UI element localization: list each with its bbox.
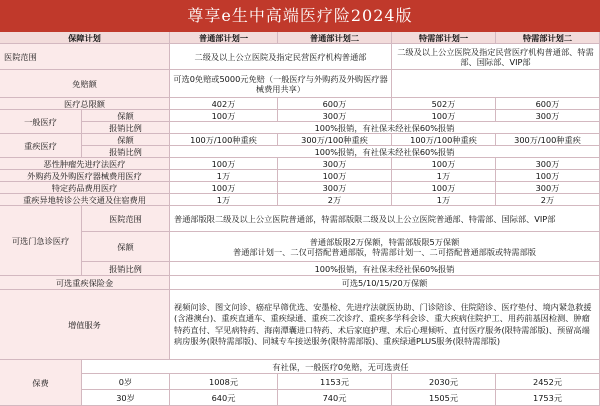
header-plan-4: 特需部计划二 bbox=[496, 32, 600, 44]
critical-amount-label: 保额 bbox=[82, 134, 170, 146]
general-med-label: 一般医疗 bbox=[0, 110, 82, 134]
transport-1: 1万 bbox=[170, 194, 278, 206]
deductible-blank bbox=[392, 70, 600, 98]
premium-note: 有社保，一般医疗0免赔，无可选责任 bbox=[82, 360, 600, 374]
header-label: 保障计划 bbox=[0, 32, 170, 44]
deductible-label: 免赔额 bbox=[0, 70, 170, 98]
tumor-3: 100万 bbox=[392, 158, 496, 170]
general-med-amount-label: 保额 bbox=[82, 110, 170, 122]
drugs-4: 100万 bbox=[496, 170, 600, 182]
premium-30-4: 1753元 bbox=[496, 390, 600, 406]
drugs-label: 外购药及外购医疗器械费用医疗 bbox=[0, 170, 170, 182]
services-label: 增值服务 bbox=[0, 290, 170, 360]
premium-0-2: 1153元 bbox=[278, 374, 392, 390]
total-label: 医疗总限额 bbox=[0, 98, 170, 110]
tumor-1: 100万 bbox=[170, 158, 278, 170]
header-plan-1: 普通部计划一 bbox=[170, 32, 278, 44]
premium-30-1: 640元 bbox=[170, 390, 278, 406]
special-drugs-3: 100万 bbox=[392, 182, 496, 194]
general-med-1: 100万 bbox=[170, 110, 278, 122]
outpatient-scope-label: 医院范围 bbox=[82, 206, 170, 232]
tumor-label: 恶性肿瘤先进疗法医疗 bbox=[0, 158, 170, 170]
transport-4: 2万 bbox=[496, 194, 600, 206]
total-3: 502万 bbox=[392, 98, 496, 110]
page-title: 尊享e生中高端医疗险2024版 bbox=[0, 0, 600, 32]
special-drugs-label: 特定药品费用医疗 bbox=[0, 182, 170, 194]
services-value: 视频问诊、图文问诊、癌症早筛优选、安墨检、先进疗法就医协助、门诊陪诊、住院陪诊、医疗垫付、境内紧急救援(含港澳台)、重疾直通车、重疾绿通、重疾二次诊疗、重疾多学科会诊、重大疾病住院护工、用药前基因检测、肿瘤特药直付、罕见病特药、海南潭囊进口特药、术后家庭护理、术后心理倾听、直付医疗服务(限特需部版)、预留高端病房服务(限特需部版)、同城专车接送服务(限特需部版)、重疾绿通PLUS服务(限特需部版) bbox=[170, 290, 600, 360]
special-drugs-1: 100万 bbox=[170, 182, 278, 194]
premium-30-3: 1505元 bbox=[392, 390, 496, 406]
premium-30-2: 740元 bbox=[278, 390, 392, 406]
critical-2: 300万/100种重疾 bbox=[278, 134, 392, 146]
general-med-3: 100万 bbox=[392, 110, 496, 122]
general-med-ratio: 100%报销，有社保未经社保60%报销 bbox=[170, 122, 600, 134]
optional-critical-label: 可选重疾保险金 bbox=[0, 276, 170, 290]
outpatient-amount-line-2: 普通部计划一、二仅可搭配普通部版，特需部计划一、二可搭配普通部版或特需部版 bbox=[233, 246, 536, 257]
total-1: 402万 bbox=[170, 98, 278, 110]
scope-label: 医院范围 bbox=[0, 44, 170, 70]
outpatient-label: 可选门急诊医疗 bbox=[0, 206, 82, 276]
special-drugs-2: 300万 bbox=[278, 182, 392, 194]
special-drugs-4: 300万 bbox=[496, 182, 600, 194]
outpatient-ratio: 100%报销，有社保未经社保60%报销 bbox=[170, 262, 600, 276]
drugs-2: 100万 bbox=[278, 170, 392, 182]
outpatient-amount-line-1: 普通部版限2万保额，特需部版限5万保额 bbox=[309, 236, 460, 247]
critical-label: 重疾医疗 bbox=[0, 134, 82, 158]
drugs-1: 1万 bbox=[170, 170, 278, 182]
general-med-4: 300万 bbox=[496, 110, 600, 122]
premium-age-0: 0岁 bbox=[82, 374, 170, 390]
outpatient-amount-label: 保额 bbox=[82, 232, 170, 262]
general-med-2: 300万 bbox=[278, 110, 392, 122]
critical-3: 100万/100种重疾 bbox=[392, 134, 496, 146]
transport-label: 重疾异地转诊公共交通及住宿费用 bbox=[0, 194, 170, 206]
transport-3: 1万 bbox=[392, 194, 496, 206]
outpatient-ratio-label: 报销比例 bbox=[82, 262, 170, 276]
total-2: 600万 bbox=[278, 98, 392, 110]
premium-0-3: 2030元 bbox=[392, 374, 496, 390]
total-4: 600万 bbox=[496, 98, 600, 110]
premium-0-1: 1008元 bbox=[170, 374, 278, 390]
premium-0-4: 2452元 bbox=[496, 374, 600, 390]
scope-general: 二级及以上公立医院及指定民营医疗机构普通部 bbox=[170, 44, 392, 70]
critical-4: 300万/100种重疾 bbox=[496, 134, 600, 146]
optional-critical-value: 可选5/10/15/20万保额 bbox=[170, 276, 600, 290]
scope-special: 二级及以上公立医院及指定民营医疗机构普通部、特需部、国际部、VIP部 bbox=[392, 44, 600, 70]
tumor-4: 300万 bbox=[496, 158, 600, 170]
drugs-3: 1万 bbox=[392, 170, 496, 182]
general-med-ratio-label: 报销比例 bbox=[82, 122, 170, 134]
premium-age-30: 30岁 bbox=[82, 390, 170, 406]
deductible-value: 可选0免赔或5000元免赔（一般医疗与外购药及外购医疗器械费用共享） bbox=[170, 70, 392, 98]
transport-2: 2万 bbox=[278, 194, 392, 206]
premium-label: 保费 bbox=[0, 360, 82, 406]
outpatient-amount bbox=[170, 232, 600, 262]
critical-ratio-label: 报销比例 bbox=[82, 146, 170, 158]
header-plan-2: 普通部计划二 bbox=[278, 32, 392, 44]
outpatient-scope-value: 普通部版限二级及以上公立医院普通部，特需部版限二级及以上公立医院普通部、特需部、国际部、VIP部 bbox=[170, 206, 600, 232]
critical-1: 100万/100种重疾 bbox=[170, 134, 278, 146]
critical-ratio: 100%报销，有社保未经社保60%报销 bbox=[170, 146, 600, 158]
header-plan-3: 特需部计划一 bbox=[392, 32, 496, 44]
tumor-2: 300万 bbox=[278, 158, 392, 170]
